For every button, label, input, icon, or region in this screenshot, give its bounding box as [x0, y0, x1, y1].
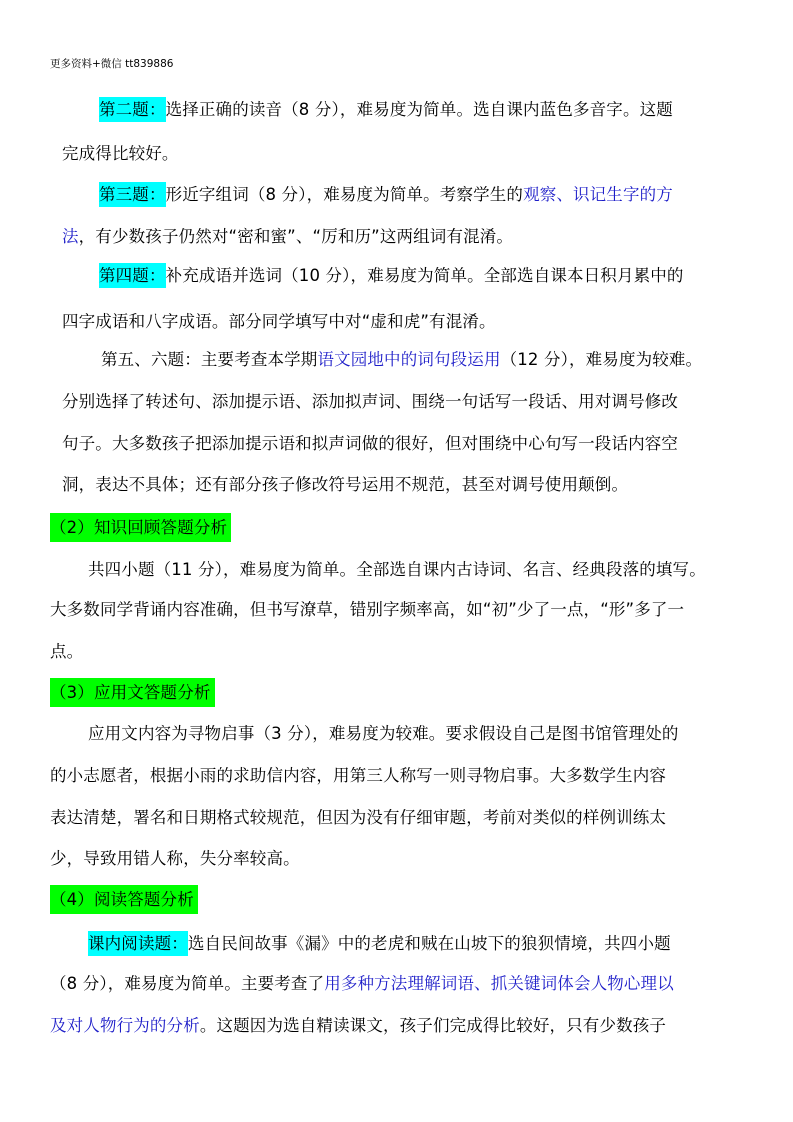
paragraph-s2-line2	[50, 598, 746, 622]
q2-text-1: 选择正确的读音（8 分），难易度为简单。选自课内蓝色多音字。这题	[165, 100, 673, 119]
paragraph-s4-line2	[50, 972, 746, 996]
s4-blue-2: 用多种方法理解词语、抓关键词体会人物心理以	[324, 974, 674, 993]
header-contact: 更多资料+微信 tt839886	[50, 58, 174, 70]
q3-text-1: 形近字组词（8 分），难易度为简单。考察学生的	[165, 185, 524, 204]
paragraph-s4-line3	[50, 1014, 746, 1038]
section-heading-4	[50, 888, 746, 912]
paragraph-q3-line1	[99, 183, 746, 207]
s3-text-2: 的小志愿者，根据小雨的求助信内容，用第三人称写一则寻物启事。大多数学生内容	[50, 766, 667, 785]
q56-blue-1: 语文园地中的词句段运用	[317, 350, 501, 369]
q56-text-1b: （12 分），难易度为较难。	[500, 350, 703, 369]
paragraph-s4-line1	[88, 932, 746, 956]
q3-blue-1: 观察、识记生字的方	[523, 185, 673, 204]
paragraph-q2-line2	[62, 142, 758, 166]
q4-text-1: 补充成语并选词（10 分），难易度为简单。全部选自课本日积月累中的	[165, 266, 684, 285]
heading-reading: （4）阅读答题分析	[50, 885, 198, 914]
paragraph-s3-line2	[50, 764, 746, 788]
label-q4: 第四题：	[99, 263, 166, 288]
q4-text-2: 四字成语和八字成语。部分同学填写中对“虚和虎”有混淆。	[62, 312, 496, 331]
paragraph-q4-line1	[99, 264, 746, 288]
q56-text-2: 分别选择了转述句、添加提示语、添加拟声词、围绕一句话写一段话、用对调号修改	[62, 392, 679, 411]
s4-blue-3: 及对人物行为的分析	[50, 1016, 200, 1035]
heading-knowledge-review: （2）知识回顾答题分析	[50, 513, 231, 542]
paragraph-q56-line3	[62, 432, 758, 456]
q56-text-3: 句子。大多数孩子把添加提示语和拟声词做的很好，但对围绕中心句写一段话内容空	[62, 434, 679, 453]
paragraph-s2-line3	[50, 640, 746, 664]
section-heading-3	[50, 681, 746, 705]
s2-text-2: 大多数同学背诵内容准确，但书写潦草，错别字频率高，如“初”少了一点，“形”多了一	[50, 600, 685, 619]
heading-practical-writing: （3）应用文答题分析	[50, 678, 215, 707]
s4-text-1: 选自民间故事《漏》中的老虎和贼在山坡下的狼狈情境，共四小题	[187, 934, 671, 953]
paragraph-q56-line1	[101, 348, 746, 372]
paragraph-q56-line4	[62, 473, 758, 497]
s2-text-1: 共四小题（11 分），难易度为简单。全部选自课内古诗词、名言、经典段落的填写。	[88, 560, 706, 579]
label-q3: 第三题：	[99, 182, 166, 207]
q56-text-1a: 第五、六题：主要考查本学期	[101, 350, 318, 369]
paragraph-s3-line1	[88, 722, 746, 746]
q56-text-4: 洞，表达不具体；还有部分孩子修改符号运用不规范，甚至对调号使用颠倒。	[62, 475, 629, 494]
s3-text-3: 表达清楚，署名和日期格式较规范，但因为没有仔细审题，考前对类似的样例训练太	[50, 808, 667, 827]
q2-text-2: 完成得比较好。	[62, 144, 179, 163]
s3-text-4: 少，导致用错人称，失分率较高。	[50, 849, 300, 868]
paragraph-s3-line3	[50, 806, 746, 830]
s2-text-3: 点。	[50, 642, 84, 661]
paragraph-s3-line4	[50, 847, 746, 871]
s3-text-1: 应用文内容为寻物启事（3 分），难易度为较难。要求假设自己是图书馆管理处的	[88, 724, 679, 743]
q3-text-2: ，有少数孩子仍然对“密和蜜”、“厉和历”这两组词有混淆。	[78, 227, 514, 246]
label-in-class-reading: 课内阅读题：	[88, 931, 188, 956]
paragraph-q2-line1	[99, 98, 746, 122]
paragraph-q56-line2	[62, 390, 758, 414]
s4-text-2a: （8 分），难易度为简单。主要考查了	[50, 974, 325, 993]
section-heading-2	[50, 516, 746, 540]
label-q2: 第二题：	[99, 97, 166, 122]
paragraph-s2-line1	[88, 558, 746, 582]
q3-blue-2: 法	[62, 227, 79, 246]
s4-text-3b: 。这题因为选自精读课文，孩子们完成得比较好，只有少数孩子	[199, 1016, 667, 1035]
paragraph-q4-line2	[62, 310, 758, 334]
paragraph-q3-line2	[62, 225, 758, 249]
